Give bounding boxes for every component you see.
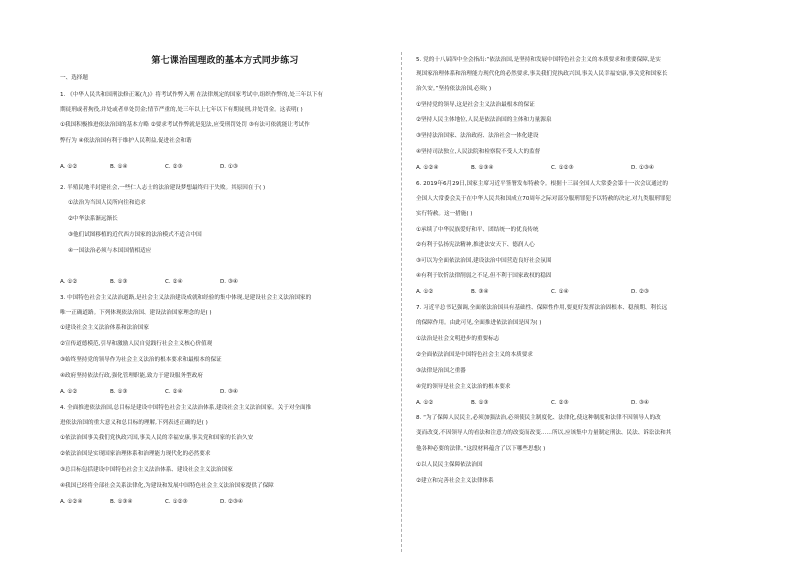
q1-line: 1. 《中华人民共和国刑法修正案(九)》将考试作弊入刑 在法律规定的国家考试中,组织作弊的,处三年以下有 bbox=[60, 92, 323, 98]
q3-option-b: B. ①③ bbox=[110, 389, 128, 395]
q4-options bbox=[60, 498, 243, 506]
q1-option-a: A. ①② bbox=[60, 164, 78, 170]
q4-line: ①依法治国事关我们党执政兴国,事关人民的幸福安康,事关党和国家的长治久安 bbox=[60, 435, 254, 441]
q8-line: 他各种必要的法律。”这段材料蕴含了以下哪些思想( ) bbox=[416, 446, 546, 452]
q7-options bbox=[416, 399, 649, 407]
q7-line: 的保障作用。由此可见,全面推进依法治国是因为( ) bbox=[416, 320, 542, 326]
q5-line: 治久安。”坚持依法治国,必须( ) bbox=[416, 86, 492, 92]
q1-line: ①我国积极推进依法治国的基本方略 ②要求考试作弊就是犯法,应受刑罚处罚 ③有法可依就能让考试作 bbox=[60, 122, 310, 128]
q6-option-d: D. ②③ bbox=[631, 289, 649, 295]
q6-line: ①承续了中华民族爱好和平、团结统一的优良传统 bbox=[416, 227, 539, 233]
q5-line: ②坚持人民主体地位,人民是依法治国的主体和力量源泉 bbox=[416, 117, 552, 123]
q5-option-c: C. ①②③ bbox=[551, 165, 574, 171]
q7-line: ③法律是治国之重器 bbox=[416, 368, 466, 374]
q8-line: ①以人民民主保障依法治国 bbox=[416, 462, 483, 468]
q5-option-b: B. ①③④ bbox=[471, 165, 494, 171]
q7-option-a: A. ①② bbox=[416, 400, 434, 406]
q1-line: 期徒刑或者拘役,并处或者单处罚金;情节严重的,处三年以上七年以下有期徒刑,并处罚金。这表明( ) bbox=[60, 107, 303, 113]
q5-line: ④坚持司法独立,人民法院和检察院不受人大的监督 bbox=[416, 149, 541, 155]
document-title: 第七课治国理政的基本方式同步练习 bbox=[151, 56, 299, 66]
q4-option-d: D. ②③④ bbox=[220, 499, 243, 505]
q1-option-d: D. ①③ bbox=[220, 164, 238, 170]
q3-line: ③始终坚持党的领导作为社会主义法治的根本要求和最根本的保证 bbox=[60, 357, 222, 363]
q2-line: ②中华法系渐远渐长 bbox=[68, 216, 118, 222]
q6-option-a: A. ①② bbox=[416, 289, 434, 295]
q7-line: ④党的领导是社会主义法治的根本要求 bbox=[416, 384, 511, 390]
q6-option-b: B. ③④ bbox=[471, 289, 489, 295]
q2-option-d: D. ③④ bbox=[220, 279, 238, 285]
q4-option-b: B. ①③④ bbox=[110, 499, 133, 505]
q4-line: ④我国已经将全部社会关系法律化,为建设和发展中国特色社会主义法治国家提供了保障 bbox=[60, 483, 274, 489]
q3-option-d: D. ③④ bbox=[220, 389, 238, 395]
q6-line: ③可以为全面依法治国,建设法治中国营造良好社会氛围 bbox=[416, 258, 552, 264]
q5-line: ③坚持法治国家、法治政府、法治社会一体化建设 bbox=[416, 133, 539, 139]
q6-line: 实行特赦。这一措施( ) bbox=[416, 211, 473, 217]
q4-line: 4. 全面推进依法治国,总目标是建设中国特色社会主义法治体系,建设社会主义法治国家。关于对全面推 bbox=[60, 405, 312, 411]
q1-options bbox=[60, 163, 238, 171]
q7-option-c: C. ②③ bbox=[551, 400, 569, 406]
q6-options bbox=[416, 288, 649, 296]
q1-option-b: B. ①④ bbox=[110, 164, 128, 170]
q5-line: ①坚持党的领导,这是社会主义法治最根本的保证 bbox=[416, 102, 535, 108]
q5-line: 5. 党的十八届四中全会指出:“依法治国,是坚持和发展中国特色社会主义的本质要求和重要保障,是实 bbox=[416, 57, 661, 63]
q6-line: 6. 2019年6月29日,国家主席习近平签署发布特赦令。根据十三届全国人大常委会第十一次会议通过的 bbox=[416, 181, 668, 187]
q1-line: 弊行为 ④依法治国有利于维护人民利益,促进社会和谐 bbox=[60, 138, 192, 144]
q6-line: ④有利于钦忻法律削弱之不足,但不利于国家政权的稳固 bbox=[416, 273, 552, 279]
q7-line: ①法治是社会文明进步的重要标志 bbox=[416, 336, 500, 342]
q2-options bbox=[60, 278, 238, 286]
q2-option-b: B. ①③ bbox=[110, 279, 128, 285]
q6-line: 全国人大常委会关于在中华人民共和国成立70周年之际对部分服刑罪犯予以特赦的决定,对九类服刑罪犯 bbox=[416, 196, 672, 202]
q3-option-c: C. ②④ bbox=[165, 389, 183, 395]
q3-line: ④政府坚持依法行政,强化管理职能,致力于建设服务型政府 bbox=[60, 373, 203, 379]
q6-option-c: C. ①④ bbox=[551, 289, 569, 295]
q7-option-b: B. ①③ bbox=[471, 400, 489, 406]
q4-option-c: C. ①②③ bbox=[165, 499, 188, 505]
q4-line: ③总目标包括建设中国特色社会主义法治体系、建设社会主义法治国家 bbox=[60, 467, 233, 473]
q8-line: 变而改变,不因领导人的看法和注意力的改变而改变……所以,应该集中力量制定刑法、民法、诉讼法和其 bbox=[416, 430, 672, 436]
q7-line: 7. 习近平总书记强调,全面依法治国具有基础性、保障性作用,要更好发挥法治固根本、稳预期、利长远 bbox=[416, 305, 668, 311]
q2-option-a: A. ①② bbox=[60, 279, 78, 285]
q5-options bbox=[416, 164, 654, 172]
q3-line: ①建设社会主义法治体系和法治国家 bbox=[60, 325, 149, 331]
q8-line: ②建立和完善社会主义法律体系 bbox=[416, 478, 494, 484]
q1-option-c: C. ②③ bbox=[165, 164, 183, 170]
q3-line: ②宣传道德模范,引导和激励人民自觉践行社会主义核心价值观 bbox=[60, 341, 213, 347]
q5-line: 现国家治理体系和治理能力现代化的必然要求,事关我们党执政兴国,事关人民幸福安康,事关党和国家长 bbox=[416, 71, 668, 77]
q7-option-d: D. ③④ bbox=[631, 400, 649, 406]
q4-line: 进依法治国的重大意义和总目标的理解,下列表述正确的是( ) bbox=[60, 420, 208, 426]
q3-line: 3. 中国特色社会主义法治道路,是社会主义法治建设成就和经验的集中体现,是建设社会主义法治国家的 bbox=[60, 295, 312, 301]
q3-options bbox=[60, 388, 238, 396]
q3-line: 唯一正确道路。下列体现依法治国、建设法治国家理念的是( ) bbox=[60, 310, 212, 316]
q4-option-a: A. ①②④ bbox=[60, 499, 83, 505]
q5-option-d: D. ①③④ bbox=[631, 165, 654, 171]
q7-line: ②全面依法治国是中国特色社会主义的本质要求 bbox=[416, 352, 533, 358]
q2-line: 2. 半殖民地半封建社会,一些仁人志士的法治建设梦想最终归于失败。其原因在于( ) bbox=[60, 185, 266, 191]
q6-line: ②有利于弘扬宪法精神,推进法安天下、德润人心 bbox=[416, 242, 535, 248]
q2-line: ③他们试图移植的近代西方国家的法治模式不适合中国 bbox=[68, 232, 202, 238]
q3-option-a: A. ①② bbox=[60, 389, 78, 395]
q2-option-c: C. ②④ bbox=[165, 279, 183, 285]
q2-line: ①法治为当国人民所向往和追求 bbox=[68, 200, 146, 206]
column-divider bbox=[401, 52, 402, 552]
section-heading: 一、选择题 bbox=[60, 75, 88, 81]
q2-line: ④一国法治必须与本国国情相适应 bbox=[68, 248, 152, 254]
q8-line: 8. “为了保障人民民主,必须加强法治,必须使民主制度化、法律化,使这种制度和法律不因领导人的改 bbox=[416, 415, 661, 421]
q4-line: ②依法治国是实现国家治理体系和治理能力现代化的必然要求 bbox=[60, 451, 211, 457]
q5-option-a: A. ①②④ bbox=[416, 165, 439, 171]
